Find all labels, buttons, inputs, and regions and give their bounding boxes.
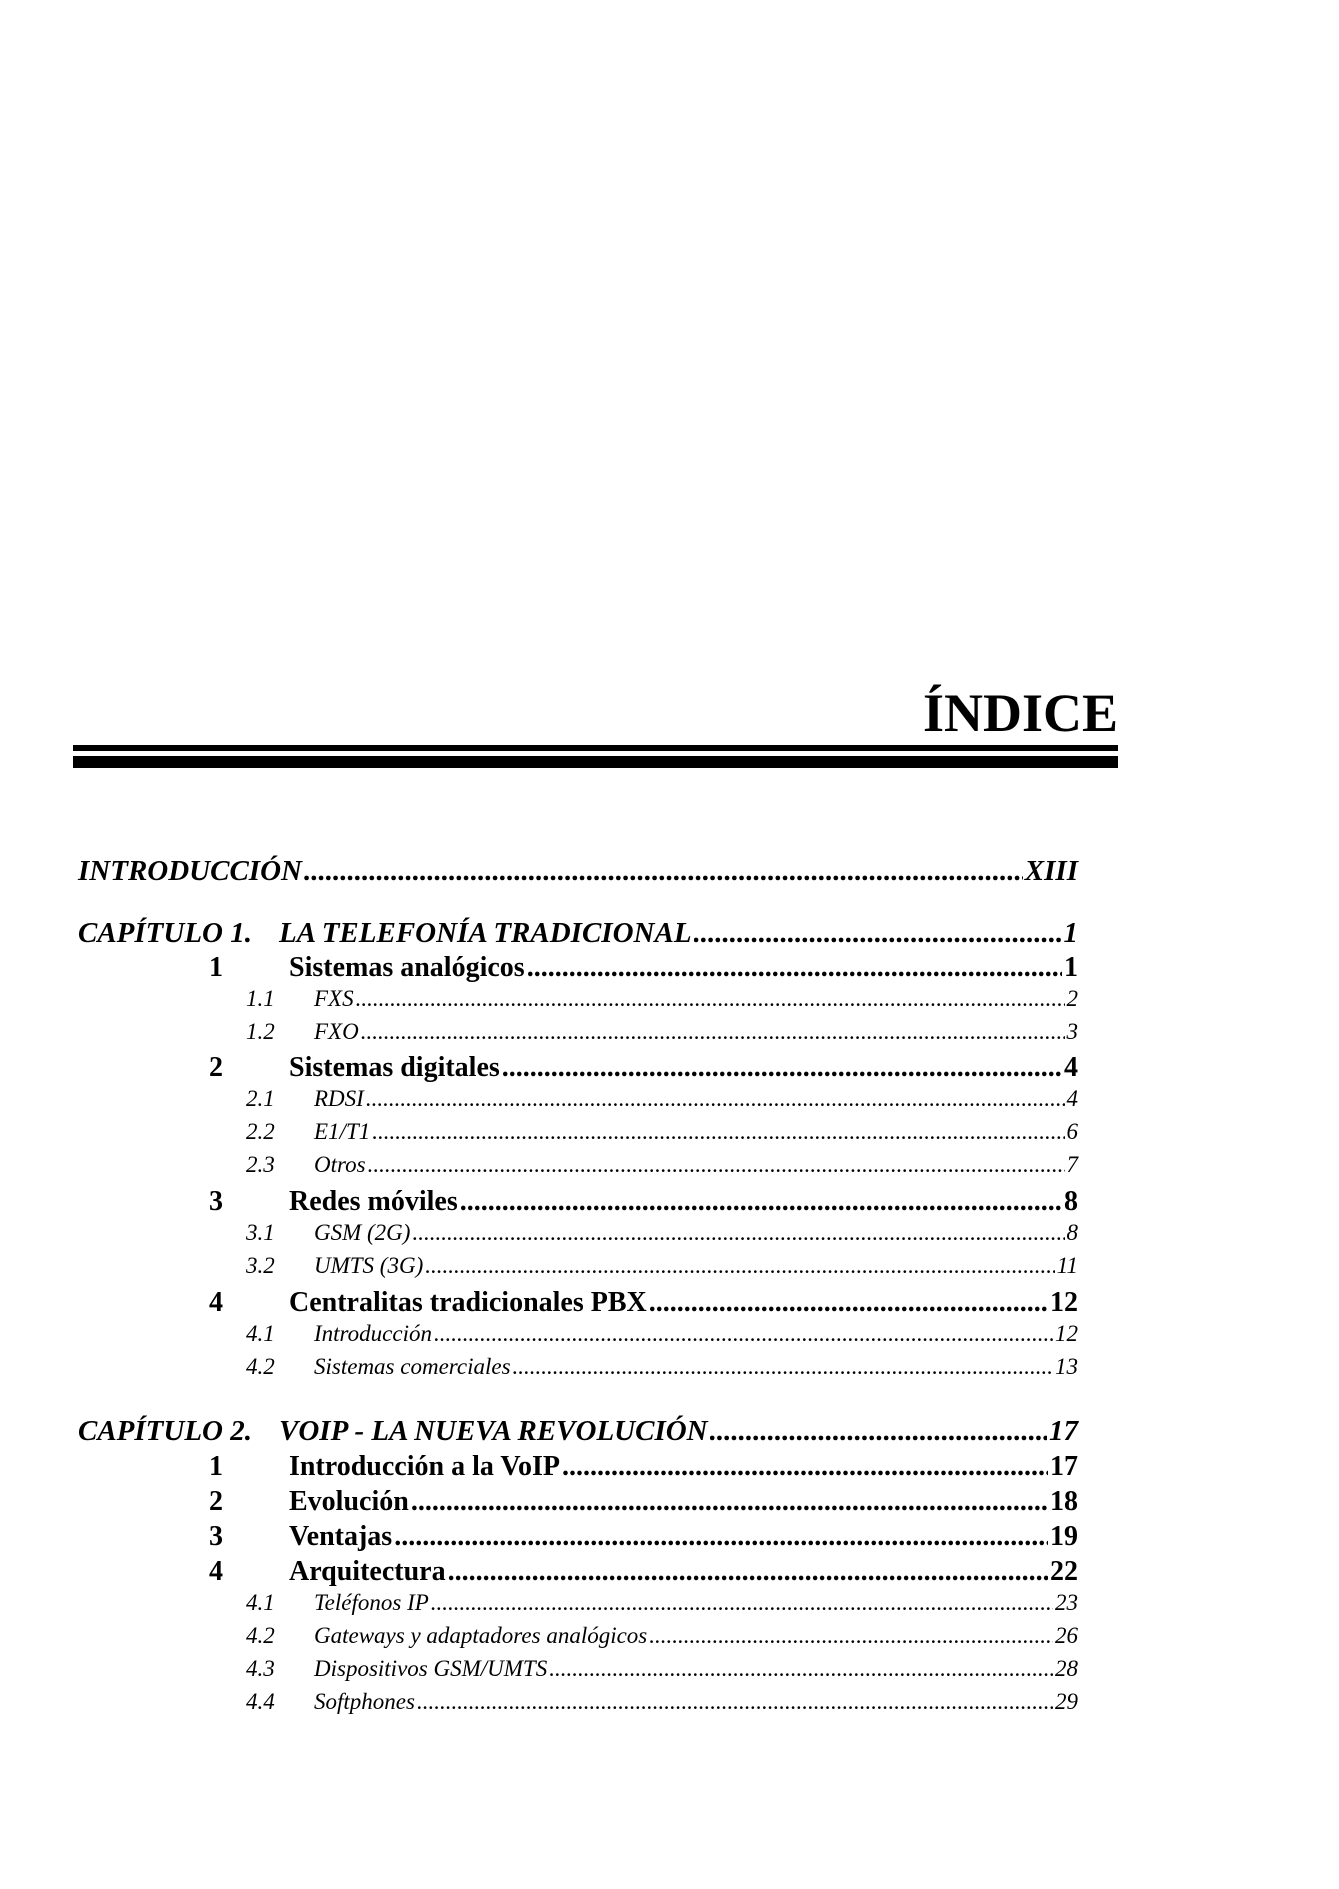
toc-section[interactable] — [78, 1052, 1078, 1084]
section-number: 1 — [209, 1451, 223, 1482]
subsection-title: Teléfonos IP — [314, 1590, 429, 1615]
toc-page-number: 19 — [1050, 1521, 1078, 1552]
toc-leader — [304, 855, 1023, 888]
subsection-title: RDSI — [314, 1086, 364, 1111]
subsection-number: 4.1 — [246, 1321, 275, 1346]
subsection-title: Otros — [314, 1152, 366, 1177]
subsection-number: 2.1 — [246, 1086, 275, 1111]
toc-page-number: 13 — [1055, 1354, 1078, 1379]
toc-page-number: XIII — [1024, 855, 1078, 887]
toc-page-number: 28 — [1055, 1656, 1078, 1681]
toc-section[interactable] — [78, 1556, 1078, 1588]
toc-leader — [562, 1451, 1048, 1483]
subsection-number: 4.2 — [246, 1354, 275, 1379]
toc-leader — [394, 1521, 1048, 1553]
toc-leader — [417, 1689, 1053, 1715]
toc-page-number: 18 — [1050, 1486, 1078, 1517]
toc-subsection[interactable] — [78, 1321, 1078, 1347]
toc-leader — [368, 1152, 1065, 1178]
section-title: Redes móviles — [289, 1186, 458, 1217]
toc-leader — [502, 1052, 1062, 1084]
subsection-number: 1.2 — [246, 1019, 275, 1044]
toc-chapter-1[interactable] — [78, 917, 1078, 950]
chapter-title: VOIP - LA NUEVA REVOLUCIÓN — [279, 1415, 708, 1447]
toc-leader — [448, 1556, 1048, 1588]
toc-subsection[interactable] — [78, 1152, 1078, 1178]
toc-subsection[interactable] — [78, 1086, 1078, 1112]
subsection-number: 4.3 — [246, 1656, 275, 1681]
toc-leader — [513, 1354, 1053, 1380]
subsection-title: FXS — [314, 986, 354, 1011]
section-number: 4 — [209, 1287, 223, 1318]
toc-leader — [411, 1486, 1048, 1518]
subsection-title: Softphones — [314, 1689, 415, 1714]
toc-page-number: 4 — [1064, 1052, 1078, 1083]
toc-subsection[interactable] — [78, 1354, 1078, 1380]
toc-section[interactable] — [78, 1186, 1078, 1218]
toc-subsection[interactable] — [78, 1689, 1078, 1715]
chapter-number: CAPÍTULO 2. — [78, 1415, 252, 1447]
toc-page-number: 26 — [1055, 1623, 1078, 1648]
subsection-title: E1/T1 — [314, 1119, 371, 1144]
subsection-number: 4.4 — [246, 1689, 275, 1714]
toc-page-number: 3 — [1066, 1019, 1078, 1044]
section-title: Arquitectura — [289, 1556, 446, 1587]
section-title: Introducción a la VoIP — [289, 1451, 560, 1482]
subsection-number: 4.1 — [246, 1590, 275, 1615]
toc-page-number: 11 — [1056, 1253, 1078, 1278]
toc-page-number: 23 — [1055, 1590, 1078, 1615]
toc-page-number: 29 — [1055, 1689, 1078, 1714]
toc-page-number: 12 — [1055, 1321, 1078, 1346]
toc-subsection[interactable] — [78, 1253, 1078, 1279]
subsection-title: Introducción — [314, 1321, 432, 1346]
toc-leader — [694, 917, 1062, 950]
toc-leader — [527, 952, 1062, 984]
subsection-title: Sistemas comerciales — [314, 1354, 511, 1379]
toc-entry-title: INTRODUCCIÓN — [78, 855, 302, 887]
toc-leader — [460, 1186, 1062, 1218]
subsection-number: 2.2 — [246, 1119, 275, 1144]
chapter-number: CAPÍTULO 1. — [78, 917, 252, 949]
toc-page-number: 7 — [1066, 1152, 1078, 1177]
toc-page-number: 17 — [1050, 1451, 1078, 1482]
toc-subsection[interactable] — [78, 1220, 1078, 1246]
toc-subsection[interactable] — [78, 1656, 1078, 1682]
toc-leader — [549, 1656, 1053, 1682]
toc-page-number: 1 — [1063, 917, 1078, 949]
toc-page-number: 22 — [1050, 1556, 1078, 1587]
toc-page-number: 1 — [1064, 952, 1078, 983]
subsection-title: GSM (2G) — [314, 1220, 411, 1245]
subsection-number: 2.3 — [246, 1152, 275, 1177]
toc-leader — [425, 1253, 1054, 1279]
section-number: 2 — [209, 1052, 223, 1083]
subsection-number: 4.2 — [246, 1623, 275, 1648]
page-title: ÍNDICE — [922, 683, 1118, 743]
toc-page-number: 8 — [1066, 1220, 1078, 1245]
toc-page-number: 8 — [1064, 1186, 1078, 1217]
subsection-number: 3.2 — [246, 1253, 275, 1278]
toc-page-number: 4 — [1066, 1086, 1078, 1111]
toc-section[interactable] — [78, 1287, 1078, 1319]
subsection-title: UMTS (3G) — [314, 1253, 424, 1278]
toc-subsection[interactable] — [78, 1019, 1078, 1045]
toc-page-number: 6 — [1066, 1119, 1078, 1144]
subsection-number: 1.1 — [246, 986, 275, 1011]
subsection-title: Dispositivos GSM/UMTS — [314, 1656, 548, 1681]
section-number: 4 — [209, 1556, 223, 1587]
toc-leader — [649, 1623, 1053, 1649]
toc-section[interactable] — [78, 1486, 1078, 1518]
toc-leader — [412, 1220, 1064, 1246]
toc-page-number: 17 — [1049, 1415, 1078, 1447]
section-title: Ventajas — [289, 1521, 393, 1552]
toc-leader — [366, 1086, 1065, 1112]
toc-section[interactable] — [78, 1451, 1078, 1483]
toc-page-number: 2 — [1066, 986, 1078, 1011]
toc-chapter-2[interactable] — [78, 1415, 1078, 1448]
section-number: 3 — [209, 1521, 223, 1552]
chapter-title: LA TELEFONÍA TRADICIONAL — [279, 917, 692, 949]
title-rule-thick — [73, 756, 1118, 768]
section-number: 2 — [209, 1486, 223, 1517]
section-title: Sistemas analógicos — [289, 952, 525, 983]
subsection-title: Gateways y adaptadores analógicos — [314, 1623, 648, 1648]
toc-subsection[interactable] — [78, 1119, 1078, 1145]
toc-leader — [431, 1590, 1053, 1616]
section-title: Centralitas tradicionales PBX — [289, 1287, 647, 1318]
toc-leader — [361, 1019, 1065, 1045]
title-rule-thin — [73, 745, 1118, 751]
toc-leader — [710, 1415, 1047, 1448]
toc-subsection[interactable] — [78, 1590, 1078, 1616]
section-number: 3 — [209, 1186, 223, 1217]
subsection-number: 3.1 — [246, 1220, 275, 1245]
toc-leader — [649, 1287, 1048, 1319]
toc-page-number: 12 — [1050, 1287, 1078, 1318]
toc-subsection[interactable] — [78, 986, 1078, 1012]
toc-section[interactable] — [78, 1521, 1078, 1553]
toc-leader — [434, 1321, 1053, 1347]
toc-leader — [356, 986, 1065, 1012]
subsection-title: FXO — [314, 1019, 359, 1044]
toc-entry-introduccion[interactable] — [78, 855, 1078, 888]
toc-subsection[interactable] — [78, 1623, 1078, 1649]
section-number: 1 — [209, 952, 223, 983]
toc-section[interactable] — [78, 952, 1078, 984]
section-title: Sistemas digitales — [289, 1052, 500, 1083]
section-title: Evolución — [289, 1486, 409, 1517]
toc-leader — [372, 1119, 1064, 1145]
